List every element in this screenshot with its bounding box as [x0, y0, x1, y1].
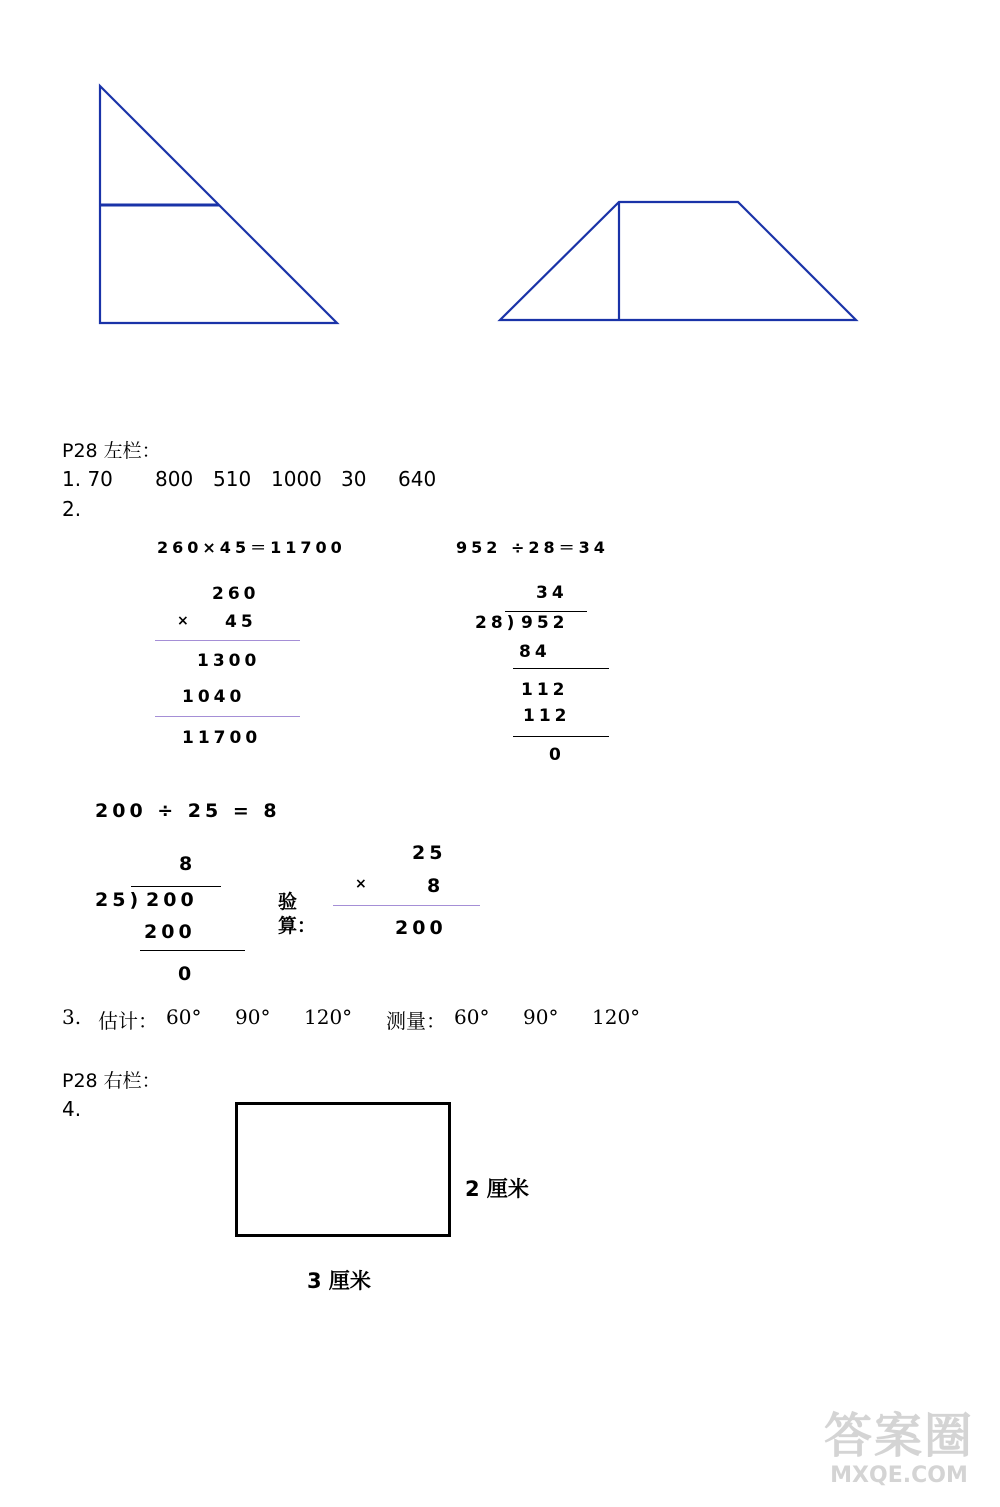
div2-remainder: 0 — [178, 963, 196, 985]
q2-number: 2. — [62, 497, 82, 521]
q3-estimate-value: 60° — [166, 1005, 202, 1029]
division-equation: 952 ÷28＝34 — [456, 538, 609, 557]
div1-bracket-top — [505, 611, 587, 612]
check-label-1: 验 — [278, 891, 298, 913]
div1-subtract-2: 112 — [523, 706, 571, 726]
mult-second: 45 — [225, 612, 257, 632]
watermark-logo — [804, 1409, 994, 1499]
p28-right-header: P28 右栏： — [62, 1070, 161, 1092]
div2-dividend: 200 — [146, 889, 198, 911]
q1-value: 1000 — [271, 467, 322, 491]
div2-quotient: 8 — [179, 853, 197, 875]
div1-dividend: 952 — [521, 613, 569, 633]
div2-rule-1 — [140, 950, 245, 951]
trapezoid — [500, 202, 856, 320]
q1-value: 510 — [213, 467, 252, 491]
div1-divisor: 28) — [475, 613, 519, 633]
q3-measure-value: 120° — [592, 1005, 641, 1029]
div1-quotient: 34 — [536, 583, 568, 603]
q1-value: 640 — [398, 467, 437, 491]
p28-left-header: P28 左栏： — [62, 440, 161, 462]
watermark-main-text: 答案圈 — [823, 1408, 974, 1464]
geometry-figures — [0, 0, 1000, 380]
rectangle-width-label: 3 厘米 — [307, 1269, 371, 1293]
check-operator: × — [355, 876, 371, 892]
multiplication-equation: 260×45＝11700 — [157, 538, 346, 557]
q3-estimate-value: 120° — [304, 1005, 353, 1029]
q1-value: 30 — [341, 467, 367, 491]
div2-bracket-top — [131, 886, 221, 887]
mult-partial-2: 1040 — [182, 687, 246, 707]
trapezoid-figure — [500, 202, 856, 320]
triangle-figure — [100, 86, 337, 323]
q4-number: 4. — [62, 1097, 82, 1121]
q3-measure-value: 60° — [454, 1005, 490, 1029]
mult-rule-2 — [155, 716, 300, 717]
mult-top: 260 — [212, 584, 260, 604]
q3-measure-label: 测量： — [386, 1009, 446, 1033]
div2-subtract-1: 200 — [144, 921, 196, 943]
check-rule — [333, 905, 480, 906]
mult-rule-1 — [155, 640, 300, 641]
q1-value: 800 — [155, 467, 194, 491]
watermark-url: MXQE.COM — [830, 1463, 968, 1488]
check-result: 200 — [395, 917, 447, 939]
q3-estimate-label: 估计： — [98, 1009, 158, 1033]
q3-measure-value: 90° — [523, 1005, 559, 1029]
check-top: 25 — [412, 842, 447, 864]
div2-divisor: 25) — [95, 889, 143, 911]
division-equation-2: 200 ÷ 25 = 8 — [95, 800, 281, 822]
rectangle-height-label: 2 厘米 — [465, 1177, 529, 1201]
div1-remainder-1: 112 — [521, 680, 569, 700]
mult-partial-1: 1300 — [197, 651, 261, 671]
mult-operator: × — [177, 613, 193, 629]
div1-remainder: 0 — [549, 745, 565, 765]
div1-subtract-1: 84 — [519, 642, 551, 662]
div1-rule-2 — [513, 736, 609, 737]
rectangle-figure — [235, 1102, 451, 1237]
mult-result: 11700 — [182, 728, 262, 748]
q1-number: 1. 70 — [62, 467, 113, 491]
q3-estimate-value: 90° — [235, 1005, 271, 1029]
div1-rule-1 — [513, 668, 609, 669]
check-label-2: 算： — [278, 915, 317, 937]
check-second: 8 — [427, 875, 445, 897]
q3-number: 3. — [62, 1005, 82, 1029]
